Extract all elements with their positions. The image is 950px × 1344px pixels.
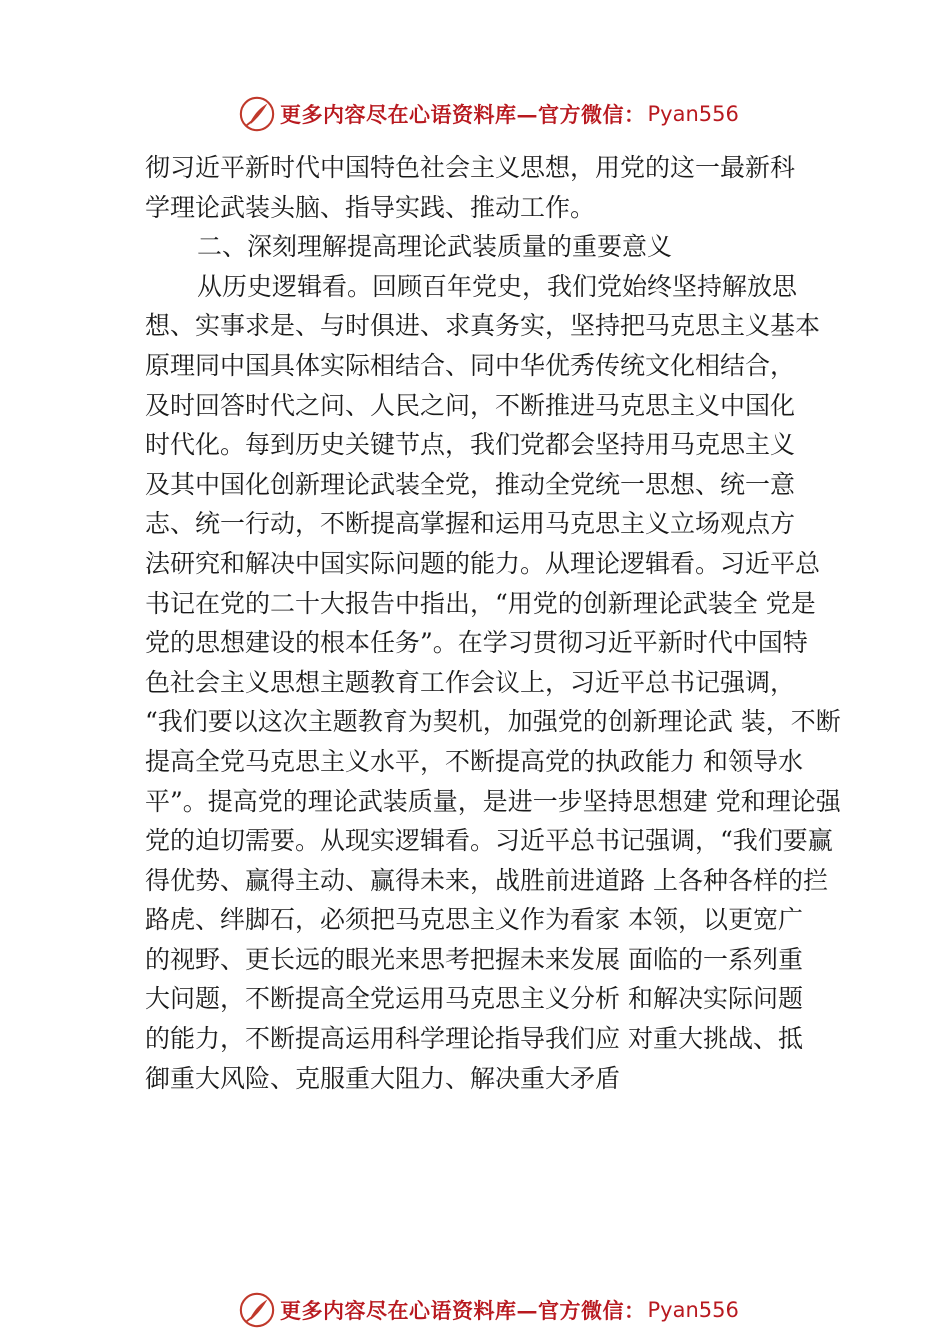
body-line: 志、统一行动，不断提高掌握和运用马克思主义立场观点方 bbox=[145, 509, 796, 539]
body-line: 提高全党马克思主义水平，不断提高党的执政能力 和领导水 bbox=[145, 746, 803, 776]
body-line: 的能力，不断提高运用科学理论指导我们应 对重大挑战、抵 bbox=[145, 1024, 803, 1054]
body-line: 法研究和解决中国实际问题的能力。从理论逻辑看。习近平总 bbox=[145, 548, 821, 578]
footer-banner-text: 更多内容尽在心语资料库—官方微信： bbox=[280, 1298, 646, 1323]
body-line: 想、实事求是、与时俱进、求真务实，坚持把马克思主义基本 bbox=[145, 311, 821, 341]
body-line: 书记在党的二十大报告中指出，“用党的创新理论武装全 党是 bbox=[145, 588, 816, 618]
body-line: 原理同中国具体实际相结合、同中华优秀传统文化相结合， bbox=[145, 350, 796, 380]
body-line: 大问题，不断提高全党运用马克思主义分析 和解决实际问题 bbox=[145, 984, 803, 1014]
body-line: 得优势、赢得主动、赢得未来，战胜前进道路 上各种各样的拦 bbox=[145, 865, 828, 895]
body-line: 党的迫切需要。从现实逻辑看。习近平总书记强调，“我们要赢 bbox=[145, 826, 833, 856]
body-line: 彻习近平新时代中国特色社会主义思想，用党的这一最新科 bbox=[145, 153, 796, 182]
body-line: “我们要以这次主题教育为契机，加强党的创新理论武 装，不断 bbox=[145, 707, 841, 737]
footer-wechat-id: Pyan556 bbox=[647, 1298, 739, 1322]
document-body bbox=[145, 148, 845, 1098]
body-line: 从历史逻辑看。回顾百年党史，我们党始终坚持解放思 bbox=[197, 271, 798, 301]
quill-logo-icon bbox=[238, 95, 276, 133]
quill-logo-icon bbox=[238, 1291, 276, 1329]
body-line: 御重大风险、克服重大阻力、解决重大矛盾 bbox=[145, 1063, 621, 1093]
body-line: 时代化。每到历史关键节点，我们党都会坚持用马克思主义 bbox=[145, 430, 796, 460]
body-line: 及其中国化创新理论武装全党，推动全党统一思想、统一意 bbox=[145, 469, 796, 499]
header-banner bbox=[238, 94, 738, 134]
body-line: 路虎、绊脚石，必须把马克思主义作为看家 本领，以更宽广 bbox=[145, 905, 803, 935]
footer-banner bbox=[238, 1290, 738, 1330]
header-wechat-id: Pyan556 bbox=[647, 102, 739, 126]
body-line: 学理论武装头脑、指导实践、推动工作。 bbox=[145, 192, 596, 222]
body-line: 的视野、更长远的眼光来思考把握未来发展 面临的一系列重 bbox=[145, 944, 803, 974]
body-line: 及时回答时代之问、人民之问，不断推进马克思主义中国化 bbox=[145, 390, 796, 420]
section-heading: 二、深刻理解提高理论武装质量的重要意义 bbox=[197, 232, 673, 262]
body-line: 色社会主义思想主题教育工作会议上，习近平总书记强调， bbox=[145, 667, 796, 697]
body-line: 党的思想建设的根本任务”。在学习贯彻习近平新时代中国特 bbox=[145, 628, 808, 658]
body-line: 平”。提高党的理论武装质量，是进一步坚持思想建 党和理论强 bbox=[145, 786, 841, 816]
header-banner-text: 更多内容尽在心语资料库—官方微信： bbox=[280, 102, 646, 127]
